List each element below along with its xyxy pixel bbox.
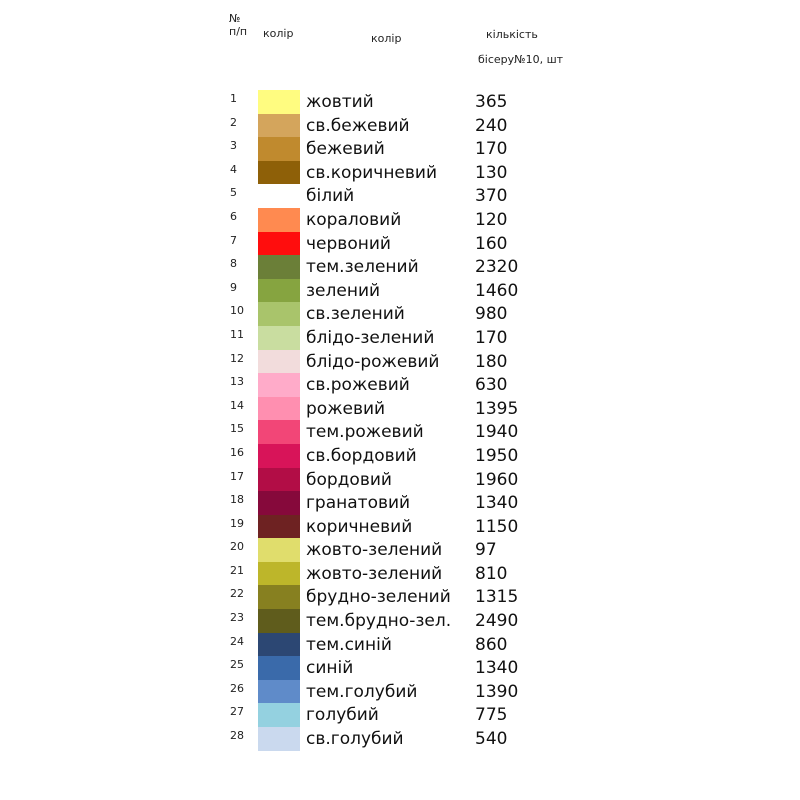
color-swatch [258,373,300,397]
table-row [0,468,800,492]
bead-quantity: 540 [475,729,508,750]
color-swatch [258,114,300,138]
table-row [0,680,800,704]
table-row [0,585,800,609]
row-number: 2 [230,115,237,129]
column-header-quantity: кількість [486,28,538,41]
bead-quantity: 1340 [475,658,519,679]
table-row [0,656,800,680]
color-name: тем.синій [306,634,392,655]
bead-quantity: 810 [475,563,508,584]
bead-quantity: 1315 [475,587,519,608]
color-name: св.бежевий [306,115,410,136]
table-row [0,208,800,232]
table-row [0,137,800,161]
color-name: голубий [306,705,379,726]
column-header-quantity-unit: бісеру№10, шт [478,53,564,66]
row-number: 28 [230,729,244,743]
table-row [0,703,800,727]
bead-quantity: 1950 [475,445,519,466]
row-number: 15 [230,422,244,436]
row-number: 5 [230,186,237,200]
color-name: св.зелений [306,304,405,325]
color-swatch [258,656,300,680]
color-swatch [258,562,300,586]
table-row [0,397,800,421]
color-name: білий [306,186,355,207]
color-name: зелений [306,280,381,301]
row-number: 9 [230,280,237,294]
table-row [0,515,800,539]
table-row [0,326,800,350]
row-number: 4 [230,162,237,176]
color-name: тем.брудно-зел. [306,611,452,632]
table-row [0,232,800,256]
color-swatch [258,727,300,751]
bead-quantity: 97 [475,540,497,561]
bead-quantity: 1460 [475,280,519,301]
bead-quantity: 1150 [475,516,519,537]
row-number: 12 [230,351,244,365]
bead-quantity: 160 [475,233,508,254]
row-number: 19 [230,516,244,530]
row-number: 18 [230,493,244,507]
bead-quantity: 1390 [475,681,519,702]
color-swatch [258,90,300,114]
bead-quantity: 130 [475,162,508,183]
table-row [0,727,800,751]
color-swatch [258,279,300,303]
color-name: рожевий [306,398,386,419]
color-name: тем.рожевий [306,422,424,443]
column-header-number: № п/п [229,12,248,38]
row-number: 25 [230,658,244,672]
table-row [0,302,800,326]
row-number: 6 [230,209,237,223]
color-name: тем.зелений [306,257,419,278]
row-number: 7 [230,233,237,247]
color-name: блідо-рожевий [306,351,440,372]
color-swatch [258,444,300,468]
row-number: 20 [230,540,244,554]
table-row [0,491,800,515]
table-row [0,633,800,657]
bead-quantity: 1940 [475,422,519,443]
color-swatch [258,350,300,374]
row-number: 1 [230,92,237,105]
color-swatch [258,515,300,539]
bead-quantity: 120 [475,209,508,230]
row-number: 3 [230,139,237,153]
color-name: св.бордовий [306,445,417,466]
color-swatch [258,538,300,562]
color-name: кораловий [306,209,402,230]
table-row [0,444,800,468]
table-row [0,161,800,185]
color-swatch [258,208,300,232]
table-row [0,609,800,633]
row-number: 13 [230,375,244,389]
color-name: св.голубий [306,729,404,750]
color-table [0,90,800,751]
row-number: 21 [230,563,244,577]
table-row [0,562,800,586]
color-name: тем.голубий [306,681,418,702]
color-swatch [258,232,300,256]
table-row [0,255,800,279]
row-number: 27 [230,705,244,719]
color-name: жовто-зелений [306,540,443,561]
table-row [0,350,800,374]
color-name: св.рожевий [306,375,410,396]
color-swatch [258,420,300,444]
bead-quantity: 2320 [475,257,519,278]
table-row [0,420,800,444]
bead-quantity: 180 [475,351,508,372]
color-name: синій [306,658,354,679]
color-swatch [258,609,300,633]
bead-quantity: 630 [475,375,508,396]
row-number: 10 [230,304,244,318]
color-swatch [258,491,300,515]
color-name: гранатовий [306,493,411,514]
bead-quantity: 860 [475,634,508,655]
color-swatch [258,161,300,185]
color-name: червоний [306,233,391,254]
color-swatch [258,585,300,609]
table-row [0,114,800,138]
color-name: бежевий [306,139,385,160]
color-name: коричневий [306,516,413,537]
color-swatch [258,397,300,421]
color-swatch [258,633,300,657]
bead-quantity: 370 [475,186,508,207]
bead-quantity: 240 [475,115,508,136]
bead-quantity: 1960 [475,469,519,490]
table-row [0,279,800,303]
bead-quantity: 170 [475,139,508,160]
bead-quantity: 1395 [475,398,519,419]
row-number: 16 [230,445,244,459]
color-swatch [258,680,300,704]
bead-quantity: 775 [475,705,508,726]
color-swatch [258,468,300,492]
color-swatch [258,326,300,350]
table-row [0,538,800,562]
row-number: 11 [230,327,244,341]
color-name: блідо-зелений [306,327,435,348]
row-number: 26 [230,681,244,695]
color-name: св.коричневий [306,162,438,183]
bead-quantity: 2490 [475,611,519,632]
table-row [0,184,800,208]
row-number: 24 [230,634,244,648]
bead-quantity: 170 [475,327,508,348]
color-name: брудно-зелений [306,587,451,608]
row-number: 8 [230,257,237,271]
color-name: бордовий [306,469,392,490]
column-header-swatch: колір [263,27,294,40]
color-swatch [258,137,300,161]
table-row [0,90,800,114]
bead-quantity: 1340 [475,493,519,514]
color-swatch [258,302,300,326]
color-name: жовто-зелений [306,563,443,584]
color-swatch [258,703,300,727]
color-swatch [258,255,300,279]
color-swatch [258,184,300,208]
row-number: 22 [230,587,244,601]
bead-quantity: 365 [475,92,508,112]
row-number: 23 [230,611,244,625]
row-number: 14 [230,398,244,412]
table-row [0,373,800,397]
bead-quantity: 980 [475,304,508,325]
row-number: 17 [230,469,244,483]
column-header-color-name: колір [371,32,402,45]
color-name: жовтий [306,92,374,112]
